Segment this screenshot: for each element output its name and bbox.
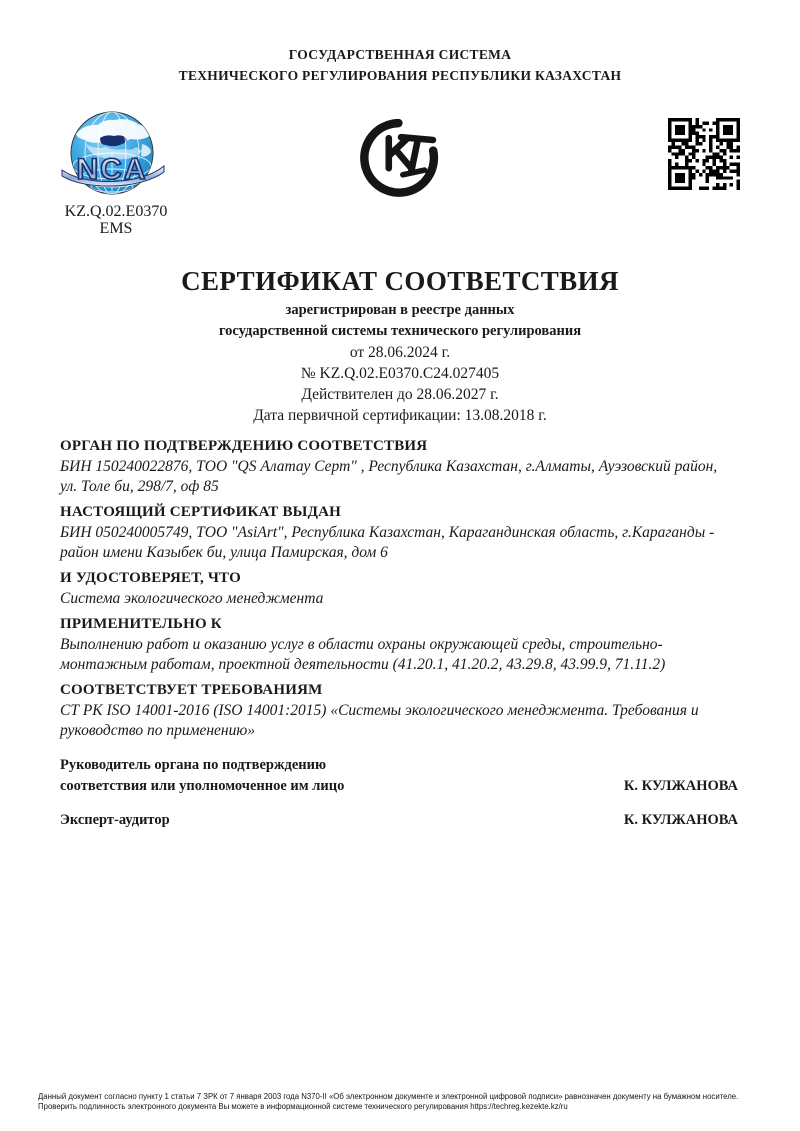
nca-letters: NCA — [76, 153, 148, 186]
certificate-title: СЕРТИФИКАТ СООТВЕТСТВИЯ — [181, 266, 619, 296]
gov-header — [0, 44, 800, 86]
signature-role-line1: Эксперт-аудитор — [60, 812, 170, 828]
signature-name: К. КУЛЖАНОВА — [623, 812, 738, 828]
kt-conformity-mark-icon — [354, 108, 448, 204]
signature-role-line1: Руководитель органа по подтверждению — [60, 757, 327, 773]
certificate-id-block — [58, 203, 174, 237]
section-certification-body — [60, 437, 738, 497]
first-certification-line: Дата первичной сертификации: 13.08.2018 г. — [253, 407, 547, 424]
certificate-id: KZ.Q.02.E0370 — [64, 203, 168, 220]
section-body-text: Система экологического менеджмента — [60, 590, 324, 607]
section-certifies-that — [60, 569, 738, 609]
section-heading: ПРИМЕНИТЕЛЬНО К — [60, 616, 222, 632]
nca-globe-logo-icon — [56, 110, 168, 204]
qr-code-pattern — [668, 118, 740, 190]
signature-row-expert-auditor — [60, 810, 738, 831]
legal-footer — [38, 1092, 778, 1112]
section-heading: НАСТОЯЩИЙ СЕРТИФИКАТ ВЫДАН — [60, 504, 342, 520]
section-applicable-to — [60, 615, 738, 675]
registered-line2: государственной системы технического регулирования — [218, 323, 582, 339]
gov-header-line2: ТЕХНИЧЕСКОГО РЕГУЛИРОВАНИЯ РЕСПУБЛИКИ КАЗАХСТАН — [178, 68, 622, 83]
registered-line1: зарегистрирован в реестре данных — [285, 302, 515, 318]
section-body-text: СТ РК ISO 14001-2016 (ISO 14001:2015) «Системы экологического менеджмента. Требования и руководство по применению» — [60, 702, 699, 739]
signature-role — [60, 810, 170, 831]
certificate-body — [60, 437, 738, 844]
signatures-block — [60, 755, 738, 831]
signature-row-head-of-body — [60, 755, 738, 797]
legal-footer-line1: Данный документ согласно пункту 1 статьи 7 ЗРК от 7 января 2003 года N370-II «Об электронном документе и электронной цифровой подписи» равнозначен документу на бумажном носителе. — [38, 1092, 739, 1101]
section-heading: СООТВЕТСТВУЕТ ТРЕБОВАНИЯМ — [60, 682, 323, 698]
gov-header-line1: ГОСУДАРСТВЕННАЯ СИСТЕМА — [288, 47, 512, 62]
section-body-text: БИН 050240005749, ТОО "AsiArt", Республика Казахстан, Карагандинская область, г.Караганды - район имени Казыбек би, улица Памирская, дом 6 — [60, 524, 715, 561]
signature-role — [60, 755, 344, 797]
section-complies-with — [60, 681, 738, 741]
signature-role-line2: соответствия или уполномоченное им лицо — [60, 778, 345, 794]
signature-name: К. КУЛЖАНОВА — [623, 778, 738, 794]
section-issued-to — [60, 503, 738, 563]
issue-date-line: от 28.06.2024 г. — [349, 344, 451, 361]
legal-footer-line2: Проверить подлинность электронного документа Вы можете в информационной системе технического регулирования https://techreg.kezekte.kz/ru — [38, 1102, 568, 1111]
section-heading: ОРГАН ПО ПОДТВЕРЖДЕНИЮ СООТВЕТСТВИЯ — [60, 438, 428, 454]
section-heading: И УДОСТОВЕРЯЕТ, ЧТО — [60, 570, 241, 586]
certificate-number-line: № KZ.Q.02.E0370.C24.027405 — [300, 365, 500, 382]
valid-until-line: Действителен до 28.06.2027 г. — [301, 386, 499, 403]
section-body-text: БИН 150240022876, ТОО "QS Алатау Серт" , Республика Казахстан, г.Алматы, Ауэзовский район, ул. Толе би, 298/7, оф 85 — [60, 458, 718, 495]
qr-code — [668, 118, 740, 190]
section-body-text: Выполнению работ и оказанию услуг в области охраны окружающей среды, строительно-монтажным работам, проектной деятельности (41.20.1, 41.20.2, 43.29.8, 43.99.9, 71.11.2) — [60, 636, 666, 673]
title-block — [0, 266, 800, 426]
scheme-label: EMS — [99, 220, 133, 237]
